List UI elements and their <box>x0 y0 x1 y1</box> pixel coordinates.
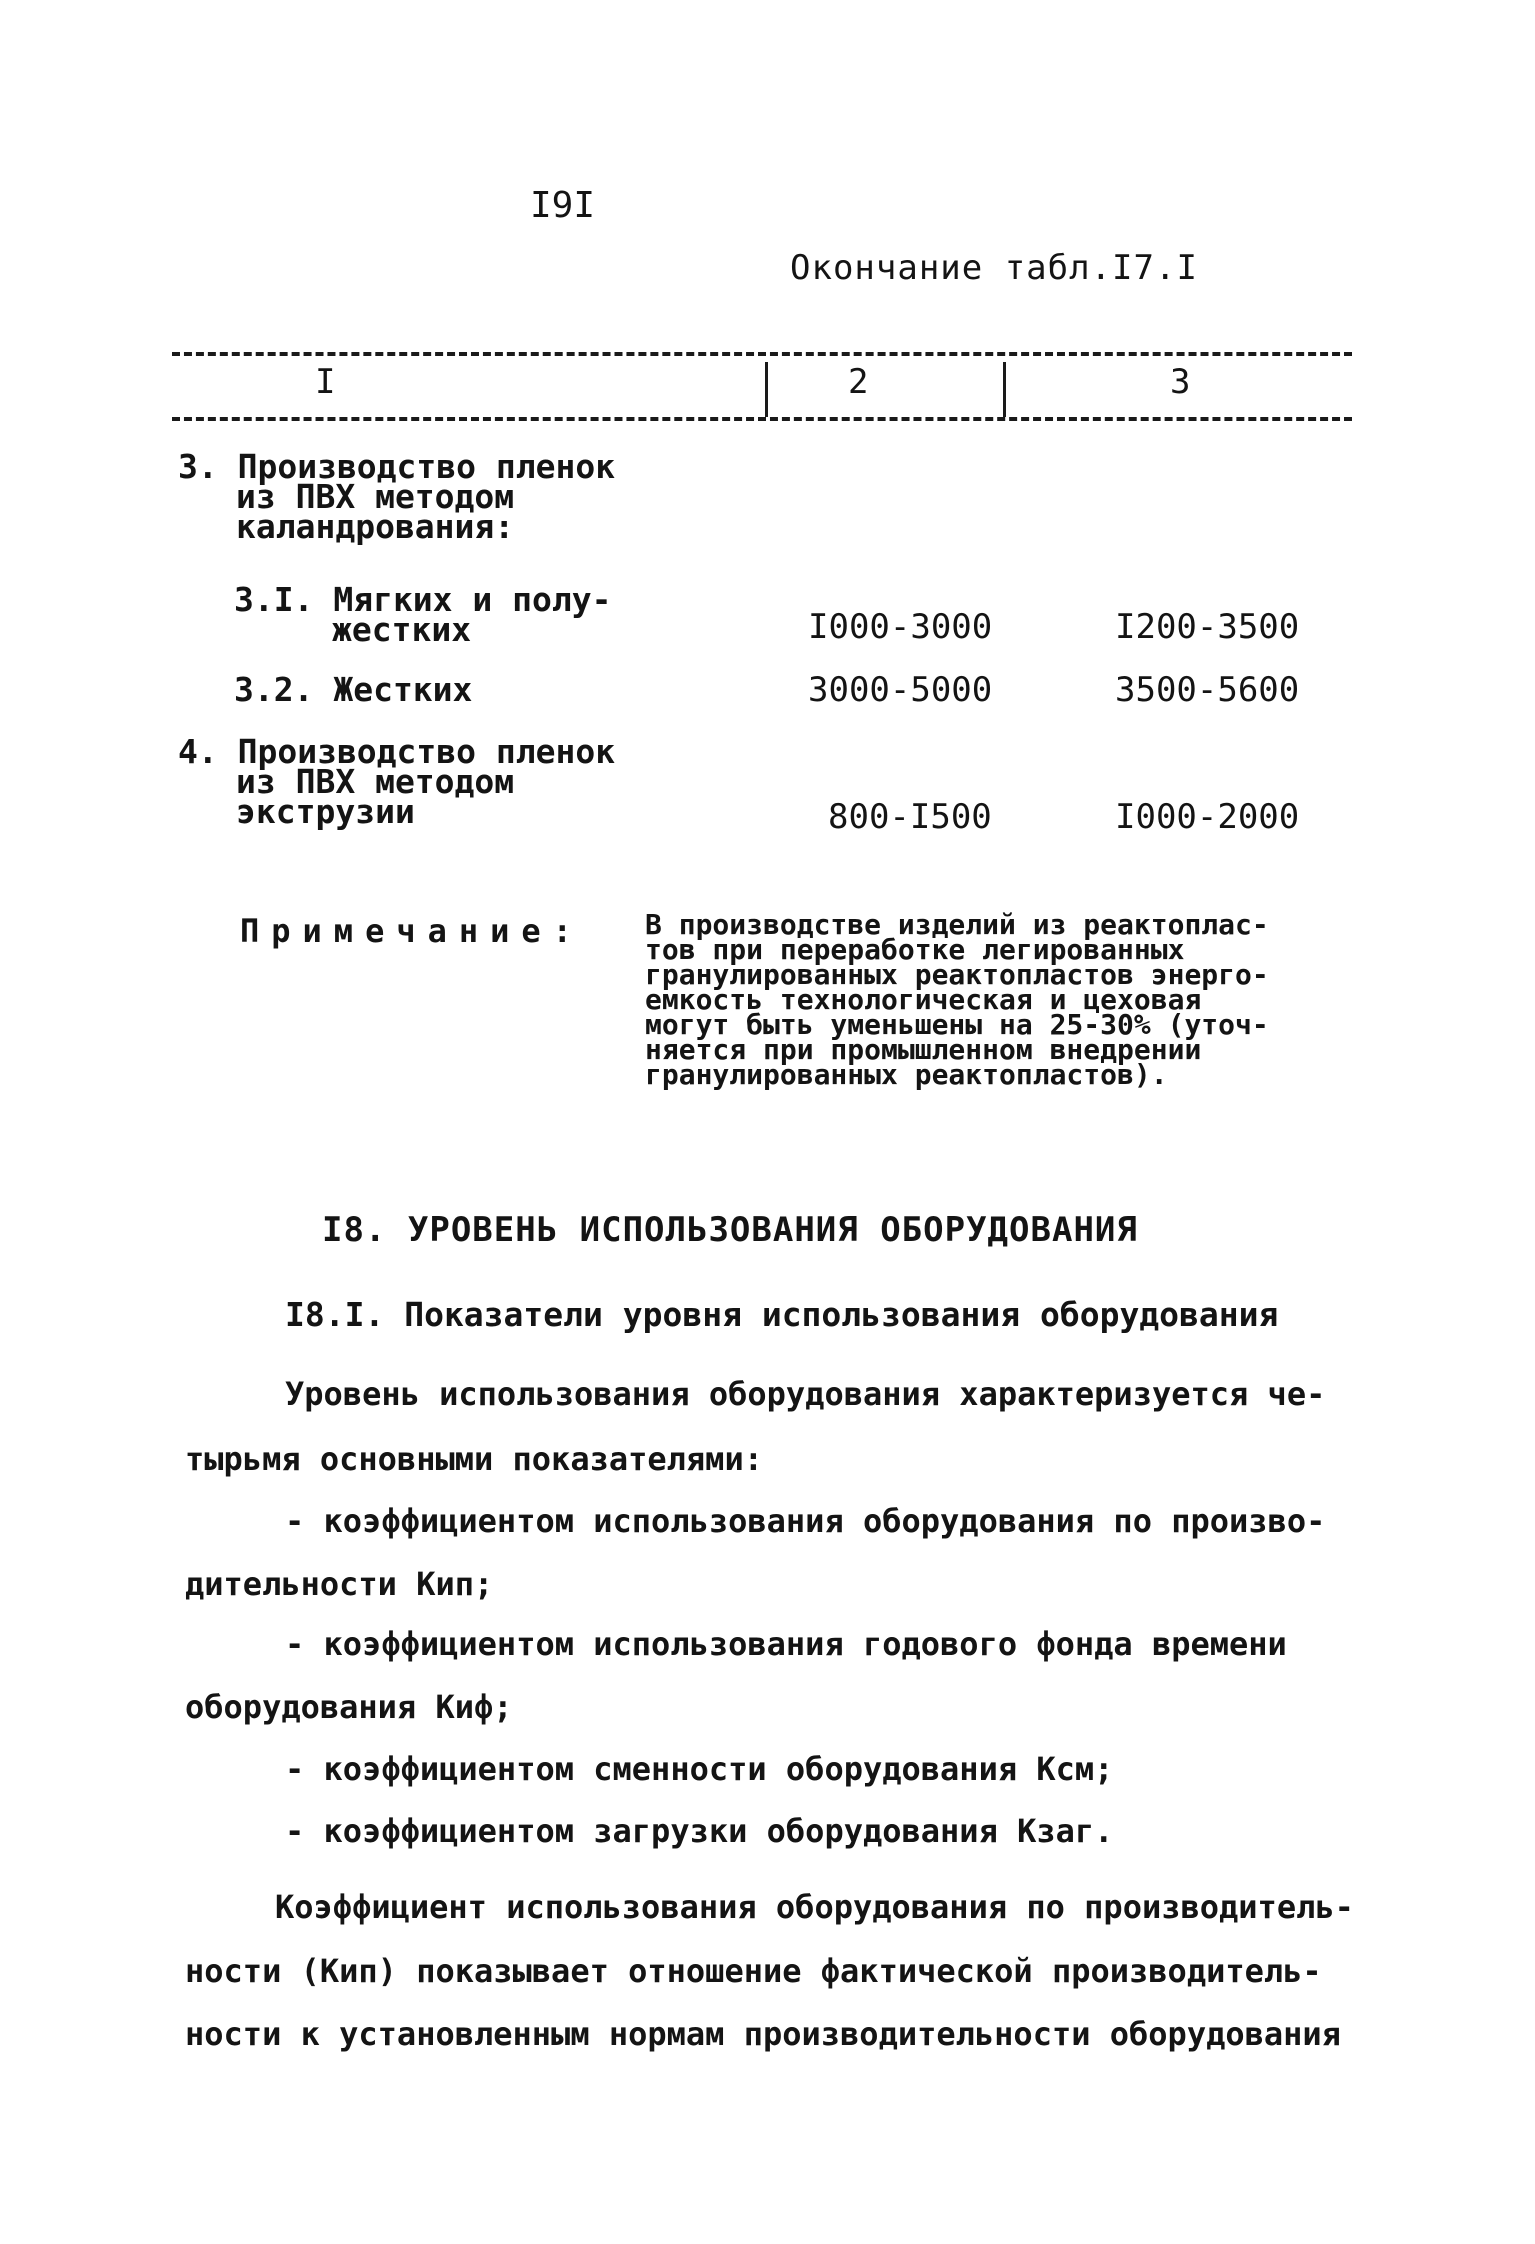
table-cell: 3000-5000 <box>808 670 993 710</box>
table-header-rule <box>172 417 1352 421</box>
column-separator <box>765 362 768 417</box>
bullet-line: - коэффициентом загрузки оборудования Кзаг. <box>285 1812 1114 1850</box>
paragraph-line: Коэффициент использования оборудования по производитель- <box>275 1888 1354 1926</box>
paragraph-line: ности (Кип) показывает отношение фактической производитель- <box>185 1952 1322 1990</box>
table-row-label: 3.I. Мягких и полу- жестких <box>234 580 612 649</box>
table-row-label: 3. Производство пленок из ПВХ методом каландрования: <box>178 447 616 546</box>
bullet-line: дительности Кип; <box>185 1565 494 1603</box>
bullet-line: - коэффициентом использования годового фонда времени <box>285 1625 1287 1663</box>
note-label: Примечание: <box>240 912 584 950</box>
paragraph-line: ности к установленным нормам производительности оборудования <box>185 2015 1341 2053</box>
table-top-rule <box>172 352 1352 356</box>
bullet-line: - коэффициентом использования оборудования по произво- <box>285 1502 1326 1540</box>
table-cell: I200-3500 <box>1115 607 1300 647</box>
table-caption: Окончание табл.I7.I <box>790 248 1198 288</box>
table-cell: I000-3000 <box>808 607 993 647</box>
page-number: I9I <box>530 185 596 226</box>
paragraph-line: Уровень использования оборудования характеризуется че- <box>285 1375 1326 1413</box>
table-header-cell: 3 <box>1170 362 1191 402</box>
table-cell: I000-2000 <box>1115 797 1300 837</box>
bullet-line: оборудования Киф; <box>185 1688 513 1726</box>
column-separator <box>1003 362 1006 417</box>
table-cell: 3500-5600 <box>1115 670 1300 710</box>
table-cell: 800-I500 <box>828 797 992 837</box>
paragraph-line: тырьмя основными показателями: <box>185 1440 763 1478</box>
table-row-label: 3.2. Жестких <box>234 670 473 709</box>
note-text: В производстве изделий из реактоплас- тов при переработке легированных гранулированных реактопластов энерго- емкость технологическая и цеховая могут быть уменьшены на 25-30% (уточ- няется при промышленном внедрении гранулированных реактопластов). <box>645 908 1269 1091</box>
bullet-line: - коэффициентом сменности оборудования Ксм; <box>285 1750 1114 1788</box>
subsection-heading: I8.I. Показатели уровня использования оборудования <box>285 1295 1279 1334</box>
table-row-label: 4. Производство пленок из ПВХ методом экструзии <box>178 732 616 831</box>
table-header-cell: I <box>315 362 336 402</box>
table-header-cell: 2 <box>848 362 869 402</box>
section-heading: I8. УРОВЕНЬ ИСПОЛЬЗОВАНИЯ ОБОРУДОВАНИЯ <box>322 1210 1138 1250</box>
